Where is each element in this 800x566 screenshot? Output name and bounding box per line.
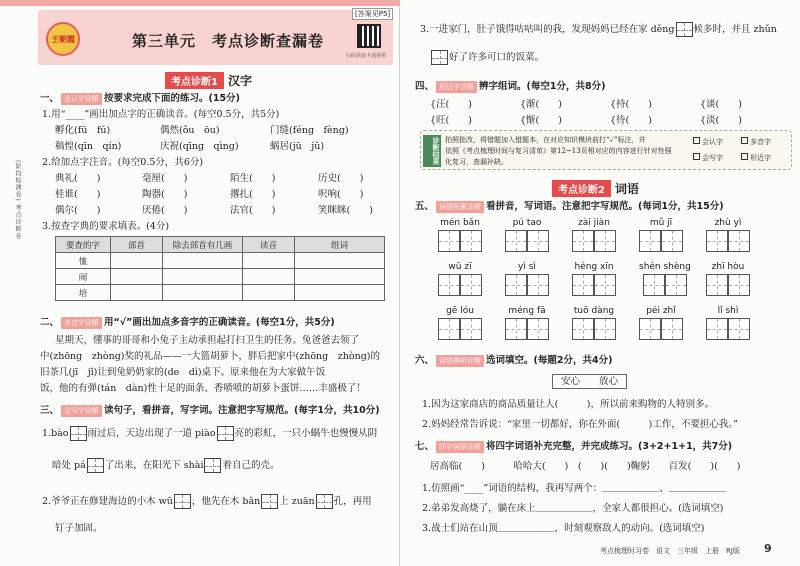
passage-line[interactable]: 饭，他的有弹(tán dàn)性十足的面条、香喷喷的胡萝卜蛋饼……丰盛极了！ bbox=[40, 383, 366, 394]
q2-item[interactable]: 呎响( ) bbox=[318, 189, 364, 200]
q1-item[interactable]: 孵化(fū fú) bbox=[55, 125, 111, 136]
q1-item[interactable]: 偶然(ǒu ōu) bbox=[160, 125, 220, 136]
pinyin-text: tuō dàng bbox=[573, 306, 615, 316]
pair-item[interactable]: {旺( ) bbox=[430, 115, 472, 126]
pair-item[interactable]: {待( ) bbox=[610, 115, 652, 126]
writing-box[interactable] bbox=[639, 230, 661, 252]
page-number: 9 bbox=[764, 542, 772, 555]
q1-item[interactable]: 稿惶(qīn qín) bbox=[55, 141, 122, 152]
side-label: (阶段检测卷) 考点诊断卷 bbox=[14, 160, 21, 240]
pinyin-word bbox=[572, 218, 616, 255]
writing-box[interactable] bbox=[527, 318, 549, 340]
writing-box[interactable] bbox=[706, 274, 728, 296]
pinyin-word bbox=[639, 306, 683, 343]
pinyin-word bbox=[438, 262, 482, 299]
fill-sentence[interactable]: 2.妈妈经常告诉说：“家里一切都好，你在外面( )工作，不要担心我。” bbox=[422, 419, 738, 430]
writing-box[interactable] bbox=[174, 494, 191, 509]
part-4-heading: 四、 形近字诊断 辨字组词。(每空1分，共8分) bbox=[415, 81, 606, 92]
section-heading-1 bbox=[165, 72, 252, 88]
writing-box[interactable] bbox=[594, 230, 616, 252]
q2-instruction: 2.给加点字注音。(每空0.5分，共6分) bbox=[42, 157, 204, 168]
passage-line[interactable]: 旧茶几(jī jǐ)让到兔奶奶家的(de dì)桌下。原来他在为大家做午饭 bbox=[40, 367, 326, 378]
writing-box[interactable] bbox=[431, 50, 448, 65]
pinyin-word bbox=[505, 306, 549, 343]
writing-box[interactable] bbox=[676, 22, 693, 37]
part-5-heading: 五、 词语积累诊断 看拼音，写词语。注意把字写规范。(每词1分，共15分) bbox=[415, 201, 724, 212]
brand-logo: 王朝霞 bbox=[46, 22, 80, 56]
writing-box[interactable] bbox=[460, 274, 482, 296]
pinyin-text: méng fā bbox=[508, 306, 546, 316]
section-tag: 考点诊断2 bbox=[552, 180, 611, 197]
writing-box[interactable] bbox=[594, 318, 616, 340]
writing-box[interactable] bbox=[438, 230, 460, 252]
writing-box[interactable] bbox=[527, 274, 549, 296]
writing-box[interactable] bbox=[594, 274, 616, 296]
idiom-words[interactable]: 居高临( ) 哈哈大( ) ( )( )鞠躬 百发( )( ) bbox=[430, 461, 741, 472]
check-option[interactable]: 多音字 bbox=[741, 137, 771, 147]
page-title: 第三单元 考点诊断查漏卷 bbox=[132, 32, 325, 50]
q3-instruction: 3.按查字典的要求填表。(4分) bbox=[42, 221, 170, 232]
pinyin-word bbox=[706, 262, 750, 299]
writing-box[interactable] bbox=[572, 230, 594, 252]
q1-instruction: 1.用“____”画出加点字的正确读音。(每空0.5分，共5分) bbox=[42, 109, 280, 120]
writing-box[interactable] bbox=[217, 426, 234, 441]
part-1-heading: 一、 会认字诊断 按要求完成下面的练习。(15分) bbox=[40, 93, 240, 104]
pinyin-text: wū zī bbox=[448, 262, 472, 272]
q2-item[interactable]: 笑眯眯( ) bbox=[318, 205, 373, 216]
writing-line: 3.一进家门，肚子饿得咕咕叫的我，发现妈妈已经在家 děng 候多时，并且 zhǔn bbox=[420, 24, 777, 35]
part-3-heading: 三、 会写字诊断 读句子，看拼音，写字词。注意把字写规范。(每字1分，共10分) bbox=[40, 405, 380, 416]
qr-label: 扫码获取卡通视频 bbox=[346, 53, 387, 59]
q2-item[interactable]: 陶器( ) bbox=[142, 189, 188, 200]
word-options: 安心 放心 bbox=[552, 374, 627, 389]
writing-box[interactable] bbox=[572, 274, 594, 296]
fill-sentence[interactable]: 1.因为这家商店的商品质量让人( )，所以前来购物的人特别多。 bbox=[422, 399, 714, 410]
pinyin-word bbox=[505, 218, 549, 255]
writing-box[interactable] bbox=[204, 458, 221, 473]
pinyin-text: zhī hòu bbox=[711, 262, 745, 272]
writing-line: 钉子加固。 bbox=[55, 523, 103, 534]
pinyin-text: héng xīn bbox=[574, 262, 614, 272]
writing-box[interactable] bbox=[643, 274, 665, 296]
pinyin-text: zhù yì bbox=[714, 218, 742, 228]
writing-box[interactable] bbox=[639, 318, 661, 340]
q2-item[interactable]: 法官( ) bbox=[230, 205, 276, 216]
pinyin-word bbox=[438, 218, 482, 255]
pinyin-text: péi zhǐ bbox=[646, 306, 676, 316]
top-band bbox=[0, 0, 400, 6]
writing-box[interactable] bbox=[706, 318, 728, 340]
writing-box[interactable] bbox=[661, 230, 683, 252]
q2-item[interactable]: 典礼( ) bbox=[55, 173, 101, 184]
diagnosis-text: 拍照批改，将错题加入错题本，在对应知识模块前打“✓”标注，并 依照《考点梳理时间与复习清单》第12~13页相对应的内容进行针对性强 化复习，查漏补缺。 bbox=[445, 136, 672, 166]
writing-box[interactable] bbox=[661, 318, 683, 340]
passage-line: 星期天，懂事的哥哥和小兔子主动承担起打扫卫生的任务。兔爸爸去领了 bbox=[55, 335, 360, 346]
dictionary-table: 要查的字 部首 除去部首有几画 读音 组词 恤 闹 培 bbox=[55, 236, 385, 301]
passage-line[interactable]: 中(zhōng zhòng)奖的礼品——一大篮胡萝卜，胖后把家中(zhōng zhòng)的 bbox=[40, 351, 380, 362]
writing-line: 1.bào 雨过后，天边出现了一道 piào 亮的彩虹，一只小蜗牛也慢慢从阴 bbox=[42, 428, 378, 439]
pinyin-word bbox=[639, 262, 691, 299]
pair-item[interactable]: {惭( ) bbox=[520, 115, 562, 126]
fill-sentence[interactable]: 1.仿照画“____”词语的结构，我再写两个：＿＿＿＿＿＿、＿＿＿＿＿＿ bbox=[422, 483, 726, 494]
writing-box[interactable] bbox=[460, 318, 482, 340]
q2-item[interactable]: 历史( ) bbox=[318, 173, 364, 184]
pinyin-text: pú tao bbox=[512, 218, 542, 228]
q1-item[interactable]: 庆祝(qīng qìng) bbox=[160, 141, 239, 152]
writing-line: 好了许多可口的饭菜。 bbox=[430, 50, 544, 65]
part-6-heading: 六、 词语辨析诊断 选词填空。(每题2分，共4分) bbox=[415, 355, 613, 366]
check-option[interactable]: 会认字 bbox=[693, 137, 723, 147]
q2-item[interactable]: 厌倦( ) bbox=[142, 205, 188, 216]
q1-item[interactable]: 蜗居(jū jǔ) bbox=[270, 141, 325, 152]
pinyin-text: gē lóu bbox=[446, 306, 474, 316]
writing-box[interactable] bbox=[70, 426, 87, 441]
pinyin-text: zài jiàn bbox=[578, 218, 610, 228]
pinyin-word bbox=[639, 218, 683, 255]
writing-box[interactable] bbox=[505, 318, 527, 340]
writing-box[interactable] bbox=[728, 230, 750, 252]
pinyin-word bbox=[572, 262, 616, 299]
writing-box[interactable] bbox=[438, 318, 460, 340]
diagnosis-box bbox=[420, 130, 792, 170]
pinyin-text: mǔ jī bbox=[649, 218, 673, 228]
q2-item[interactable]: 桂谁( ) bbox=[55, 189, 101, 200]
writing-box[interactable] bbox=[460, 230, 482, 252]
pair-item[interactable]: {淡( ) bbox=[700, 115, 742, 126]
writing-box[interactable] bbox=[505, 274, 527, 296]
pair-item[interactable]: {谈( ) bbox=[700, 99, 742, 110]
writing-box[interactable] bbox=[87, 458, 104, 473]
writing-box[interactable] bbox=[261, 494, 278, 509]
q1-item[interactable]: 门缝(féng fèng) bbox=[270, 125, 349, 136]
pinyin-word bbox=[572, 306, 616, 343]
pinyin-word bbox=[706, 306, 750, 343]
writing-line: 暗处 pá 了出来，在阳光下 shài 着自己的壳。 bbox=[52, 460, 280, 471]
pinyin-text: yì sì bbox=[518, 262, 536, 272]
part-2-heading: 二、 多音字诊断 用“√”画出加点多音字的正确读音。(每空1分，共5分) bbox=[40, 317, 335, 328]
answer-badge: [答案见P5] bbox=[352, 8, 393, 20]
section-tag: 考点诊断1 bbox=[165, 72, 224, 89]
footer-text: 考点梳理时习卷 语文 三年级 上册 RJ版 bbox=[600, 547, 740, 555]
pair-item[interactable]: {渐( ) bbox=[520, 99, 562, 110]
writing-box[interactable] bbox=[572, 318, 594, 340]
check-option[interactable]: 形近字 bbox=[741, 153, 771, 163]
part-7-heading: 七、 四字词语诊断 将四字词语补充完整，并完成练习。(3+2+1+1，共7分) bbox=[415, 441, 733, 452]
writing-line: 2.爷爷正在修建海边的小木 wū ，他先在木 bǎn 上 zuān 孔，再用 bbox=[42, 496, 372, 507]
writing-box[interactable] bbox=[728, 318, 750, 340]
section-heading-2 bbox=[552, 180, 639, 196]
q2-item[interactable]: 陌生( ) bbox=[230, 173, 276, 184]
writing-box[interactable] bbox=[438, 274, 460, 296]
writing-box[interactable] bbox=[527, 230, 549, 252]
q2-item[interactable]: 撂扎( ) bbox=[230, 189, 276, 200]
pinyin-word bbox=[505, 262, 549, 299]
qr-code-icon[interactable] bbox=[357, 24, 381, 48]
writing-box[interactable] bbox=[316, 494, 333, 509]
pinyin-text: shén shèng bbox=[639, 262, 691, 272]
pair-item[interactable]: {汪( ) bbox=[430, 99, 472, 110]
section-title: 词语 bbox=[614, 181, 639, 196]
q2-item[interactable]: 偶尔( ) bbox=[55, 205, 101, 216]
pinyin-text: mén bǎn bbox=[440, 218, 480, 228]
diagnosis-label: 诊断结果 bbox=[423, 135, 441, 167]
pair-item[interactable]: {持( ) bbox=[610, 99, 652, 110]
writing-box[interactable] bbox=[505, 230, 527, 252]
writing-box[interactable] bbox=[706, 230, 728, 252]
pinyin-word bbox=[706, 218, 750, 255]
q2-item[interactable]: 毫厘( ) bbox=[142, 173, 188, 184]
pinyin-word bbox=[438, 306, 482, 343]
fill-sentence[interactable]: 3.战士们站在山顶＿＿＿＿＿＿，时刻观察敌人的动向。(选词填空) bbox=[422, 523, 705, 534]
fill-sentence[interactable]: 2.弟弟发高烧了，躺在床上＿＿＿＿＿＿，全家人都很担心。(选词填空) bbox=[422, 503, 724, 514]
check-option[interactable]: 会写字 bbox=[693, 153, 723, 163]
section-title: 汉字 bbox=[227, 73, 252, 88]
pinyin-text: lǐ shì bbox=[717, 306, 739, 316]
writing-box[interactable] bbox=[665, 274, 687, 296]
writing-box[interactable] bbox=[728, 274, 750, 296]
